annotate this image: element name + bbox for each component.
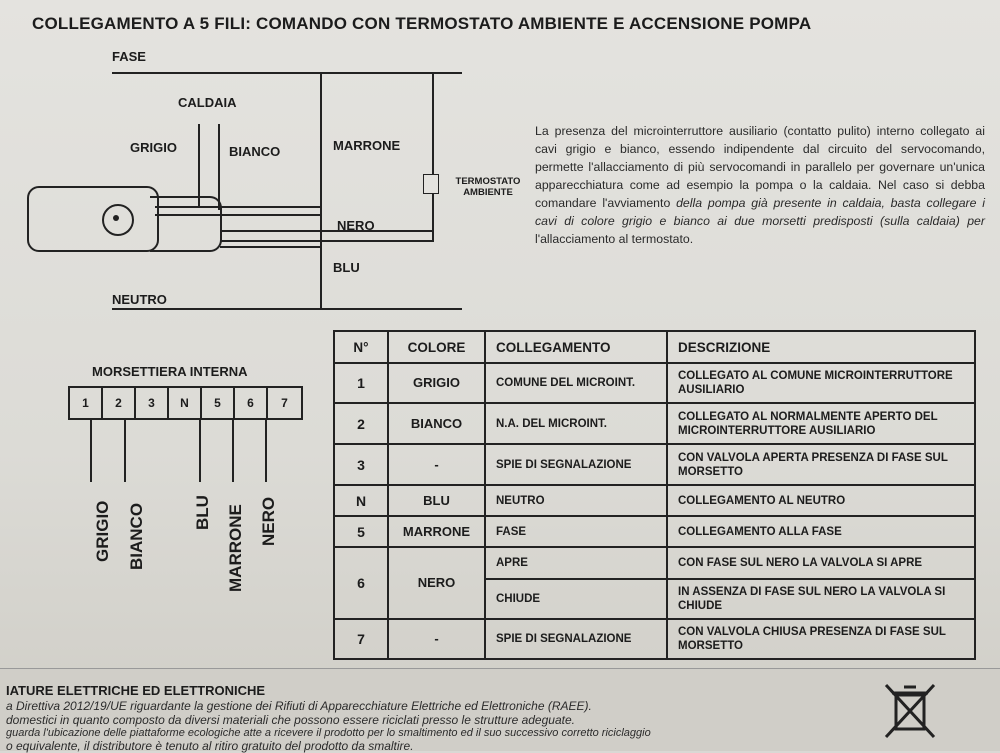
- paragraph-part-1: La presenza del microinterruttore ausiliario (contatto pulito) interno collegato ai cavi grigio e bianco, essendo indipendente dal circuito del servocomando, permette l'allacciamento di più servocomandi in parallelo per governare un'unica apparecchiatura come ad esempio la pompa o la caldaia. Nel caso si debba comandare l'avviamento: [535, 124, 985, 210]
- footer-line: guarda l'ubicazione delle piattaforme ecologiche atte a ricevere il prodotto per lo smaltimento ed il suo successivo corretto riciclaggio: [6, 727, 651, 739]
- cable-1: [155, 206, 321, 208]
- cell-descrizione: COLLEGATO AL COMUNE MICROINTERRUTTORE AUSILIARIO: [667, 363, 975, 403]
- cell-colore: NERO: [388, 547, 485, 619]
- termostato-wire: [432, 72, 434, 240]
- wire-t6: [265, 420, 267, 482]
- label-termostato: TERMOSTATO AMBIENTE: [455, 176, 521, 198]
- cell-n: 5: [334, 516, 388, 547]
- wire-tn: [199, 420, 201, 482]
- fase-line: [112, 72, 462, 74]
- table-row: [334, 444, 975, 485]
- table-row: [334, 403, 975, 444]
- cell-descrizione: IN ASSENZA DI FASE SUL NERO LA VALVOLA SI CHIUDE: [667, 579, 975, 619]
- cell-descrizione: CON FASE SUL NERO LA VALVOLA SI APRE: [667, 547, 975, 579]
- cell-descrizione: COLLEGATO AL NORMALMENTE APERTO DEL MICROINTERRUTTORE AUSILIARIO: [667, 403, 975, 444]
- morsettiera-title: MORSETTIERA INTERNA: [92, 364, 248, 379]
- header-descrizione: DESCRIZIONE: [667, 331, 975, 363]
- wire-t2: [124, 420, 126, 482]
- wire-t1: [90, 420, 92, 482]
- wire-label-grigio: GRIGIO: [93, 500, 112, 562]
- label-fase: FASE: [112, 49, 146, 64]
- cell-n: 7: [334, 619, 388, 659]
- cell-colore: GRIGIO: [388, 363, 485, 403]
- grigio-wire: [198, 124, 200, 206]
- label-grigio: GRIGIO: [130, 140, 177, 155]
- label-neutro: NEUTRO: [112, 292, 167, 307]
- table-header-row: [334, 331, 975, 363]
- terminal-block: [68, 386, 303, 420]
- cell-n: 1: [334, 363, 388, 403]
- page-title: COLLEGAMENTO A 5 FILI: COMANDO CON TERMOSTATO AMBIENTE E ACCENSIONE POMPA: [32, 14, 812, 33]
- cell-n: 2: [334, 403, 388, 444]
- cell-collegamento: COMUNE DEL MICROINT.: [485, 363, 667, 403]
- paragraph-part-3: l'allacciamento al termostato.: [535, 232, 694, 246]
- cable-3: [220, 240, 434, 242]
- termostato-symbol: [423, 174, 439, 194]
- table-row: [334, 547, 975, 579]
- footer-line: domestici in quanto composto da diversi materiali che possono essere riciclati presso le strutture adeguate.: [6, 713, 575, 727]
- header-n: N°: [334, 331, 388, 363]
- label-blu: BLU: [333, 260, 360, 275]
- table-row: [334, 485, 975, 516]
- marrone-wire: [320, 72, 322, 308]
- cell-collegamento: CHIUDE: [485, 579, 667, 619]
- label-nero: NERO: [337, 218, 375, 233]
- footer-line: a Direttiva 2012/19/UE riguardante la gestione dei Rifiuti di Apparecchiature Elettriche ed Elettroniche (RAEE).: [6, 699, 592, 713]
- cell-colore: -: [388, 444, 485, 485]
- cell-collegamento: SPIE DI SEGNALAZIONE: [485, 444, 667, 485]
- cell-descrizione: COLLEGAMENTO ALLA FASE: [667, 516, 975, 547]
- cell-collegamento: SPIE DI SEGNALAZIONE: [485, 619, 667, 659]
- bianco-wire: [218, 124, 220, 210]
- cell-descrizione: CON VALVOLA APERTA PRESENZA DI FASE SUL MORSETTO: [667, 444, 975, 485]
- cell-collegamento: N.A. DEL MICROINT.: [485, 403, 667, 444]
- crossed-bin-icon: [880, 681, 940, 741]
- terminal-1: 1: [70, 388, 103, 418]
- raee-footer: [0, 668, 1000, 751]
- terminal-5: 5: [202, 388, 235, 418]
- cell-n: 6: [334, 547, 388, 619]
- label-caldaia: CALDAIA: [178, 95, 237, 110]
- label-bianco: BIANCO: [229, 144, 281, 159]
- blu-wire: [220, 246, 322, 248]
- terminal-2: 2: [103, 388, 136, 418]
- terminal-3: 3: [136, 388, 169, 418]
- cell-n: 3: [334, 444, 388, 485]
- cell-descrizione: CON VALVOLA CHIUSA PRESENZA DI FASE SUL MORSETTO: [667, 619, 975, 659]
- table-row: [334, 619, 975, 659]
- description-paragraph: [535, 122, 985, 248]
- footer-line: o equivalente, il distributore è tenuto al ritiro gratuito del prodotto da smaltire.: [6, 739, 414, 753]
- cell-colore: BLU: [388, 485, 485, 516]
- cell-collegamento: NEUTRO: [485, 485, 667, 516]
- paragraph-part-2: della pompa già presente in caldaia, basta collegare i cavi di colore grigio e bianco ai due morsetti predisposti (sulla caldaia) per: [535, 196, 985, 228]
- cable-2: [155, 214, 321, 216]
- terminal-n: N: [169, 388, 202, 418]
- cell-collegamento: FASE: [485, 516, 667, 547]
- connection-table: [333, 330, 976, 660]
- wire-t5: [232, 420, 234, 482]
- header-colore: COLORE: [388, 331, 485, 363]
- cell-colore: MARRONE: [388, 516, 485, 547]
- wire-label-blu: BLU: [193, 495, 212, 530]
- header-collegamento: COLLEGAMENTO: [485, 331, 667, 363]
- wire-label-marrone: MARRONE: [226, 504, 245, 592]
- cell-colore: BIANCO: [388, 403, 485, 444]
- neutro-line: [112, 308, 462, 310]
- nero-wire: [220, 230, 434, 232]
- table-row: [334, 363, 975, 403]
- wire-label-nero: NERO: [259, 496, 278, 546]
- label-marrone: MARRONE: [333, 138, 401, 153]
- cell-collegamento: APRE: [485, 547, 667, 579]
- cell-n: N: [334, 485, 388, 516]
- servocomando-head: [150, 196, 222, 252]
- table-row: [334, 516, 975, 547]
- servocomando-body: [27, 186, 159, 252]
- wire-label-bianco: BIANCO: [127, 502, 146, 570]
- terminal-6: 6: [235, 388, 268, 418]
- cell-descrizione: COLLEGAMENTO AL NEUTRO: [667, 485, 975, 516]
- footer-title: IATURE ELETTRICHE ED ELETTRONICHE: [6, 683, 266, 698]
- knob-center: [113, 215, 119, 221]
- cell-colore: -: [388, 619, 485, 659]
- terminal-7: 7: [281, 396, 288, 410]
